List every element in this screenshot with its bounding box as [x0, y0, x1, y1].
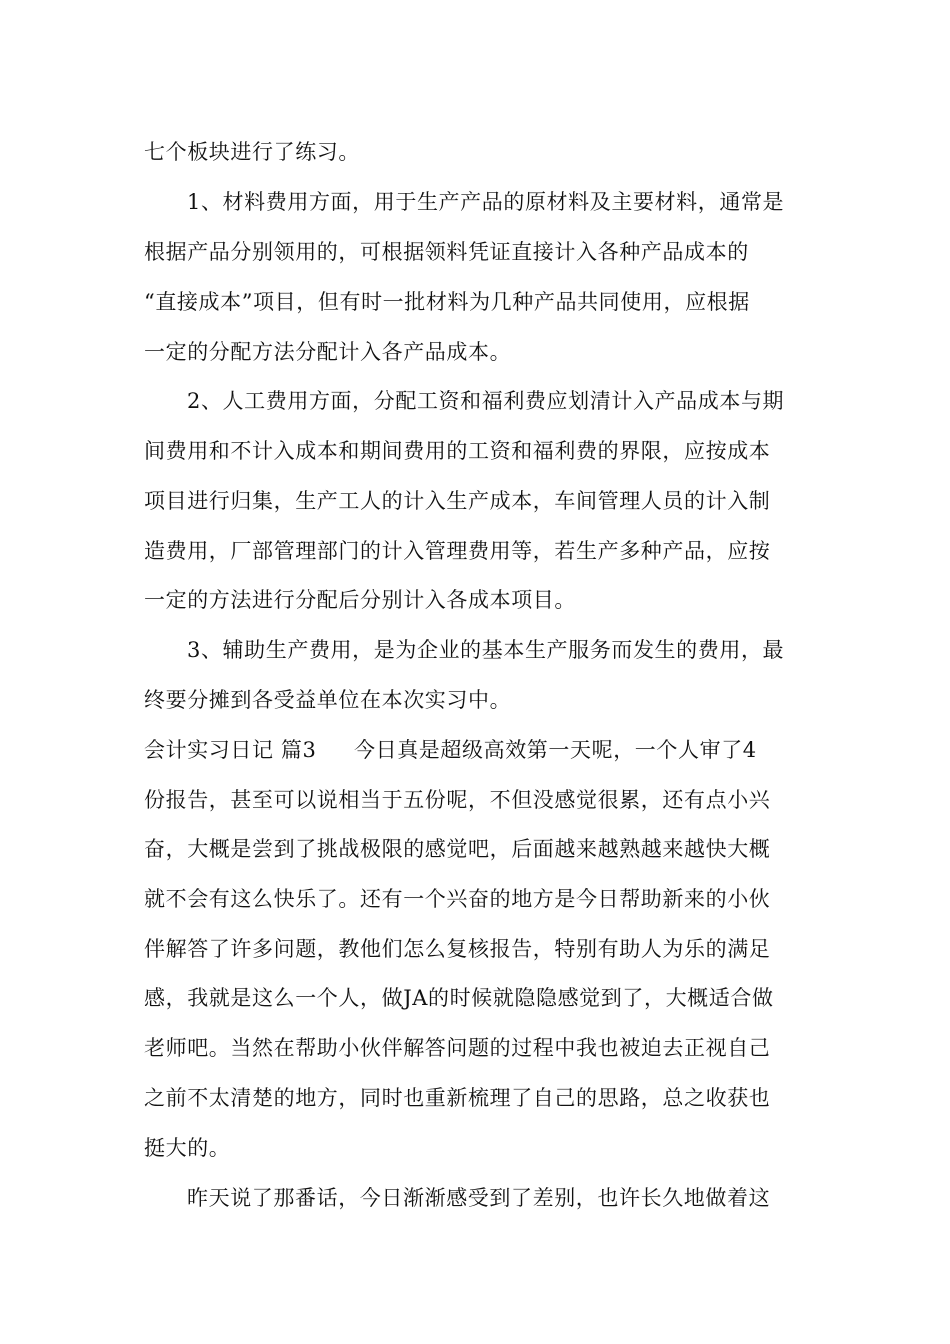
- section-heading-line: [144, 735, 808, 765]
- text-line: 感，我就是这么一个人，做JA的时候就隐隐感觉到了，大概适合做: [144, 986, 774, 1010]
- text-line: 老师吧。当然在帮助小伙伴解答问题的过程中我也被迫去正视自己: [144, 1036, 771, 1060]
- section-heading: 会计实习日记 篇3: [144, 738, 317, 762]
- text-line: 一定的分配方法分配计入各产品成本。: [144, 340, 512, 364]
- text-line: 间费用和不计入成本和期间费用的工资和福利费的界限，应按成本: [144, 439, 771, 463]
- text-line: 伴解答了许多问题，教他们怎么复核报告，特别有助人为乐的满足: [144, 937, 771, 961]
- text-line: 一定的方法进行分配后分别计入各成本项目。: [144, 588, 576, 612]
- text-line: 终要分摊到各受益单位在本次实习中。: [144, 688, 512, 712]
- text-line: 七个板块进行了练习。: [144, 140, 360, 164]
- text-line: 根据产品分别领用的，可根据领料凭证直接计入各种产品成本的: [144, 240, 749, 264]
- text-line: 今日真是超级高效第一天呢，一个人审了4: [354, 738, 757, 762]
- text-line: 项目进行归集，生产工人的计入生产成本，车间管理人员的计入制: [144, 489, 771, 513]
- text-line: 挺大的。: [144, 1136, 231, 1160]
- text-line: “直接成本”项目，但有时一批材料为几种产品共同使用，应根据: [144, 290, 750, 314]
- paragraph-item-2-line: 2、人工费用方面，分配工资和福利费应划清计入产品成本与期: [187, 389, 785, 413]
- text-line: 造费用，厂部管理部门的计入管理费用等，若生产多种产品，应按: [144, 539, 771, 563]
- text-line: 份报告，甚至可以说相当于五份呢，不但没感觉很累，还有点小兴: [144, 788, 771, 812]
- text-line: 就不会有这么快乐了。还有一个兴奋的地方是今日帮助新来的小伙: [144, 887, 771, 911]
- paragraph-item-3-line: 3、辅助生产费用，是为企业的基本生产服务而发生的费用，最: [187, 638, 785, 662]
- text-line: 奋，大概是尝到了挑战极限的感觉吧，后面越来越熟越来越快大概: [144, 837, 771, 861]
- paragraph-start-line: 昨天说了那番话，今日渐渐感受到了差别，也许长久地做着这: [187, 1186, 771, 1210]
- paragraph-item-1-line: 1、材料费用方面，用于生产产品的原材料及主要材料，通常是: [187, 190, 785, 214]
- text-line: 之前不太清楚的地方，同时也重新梳理了自己的思路，总之收获也: [144, 1086, 771, 1110]
